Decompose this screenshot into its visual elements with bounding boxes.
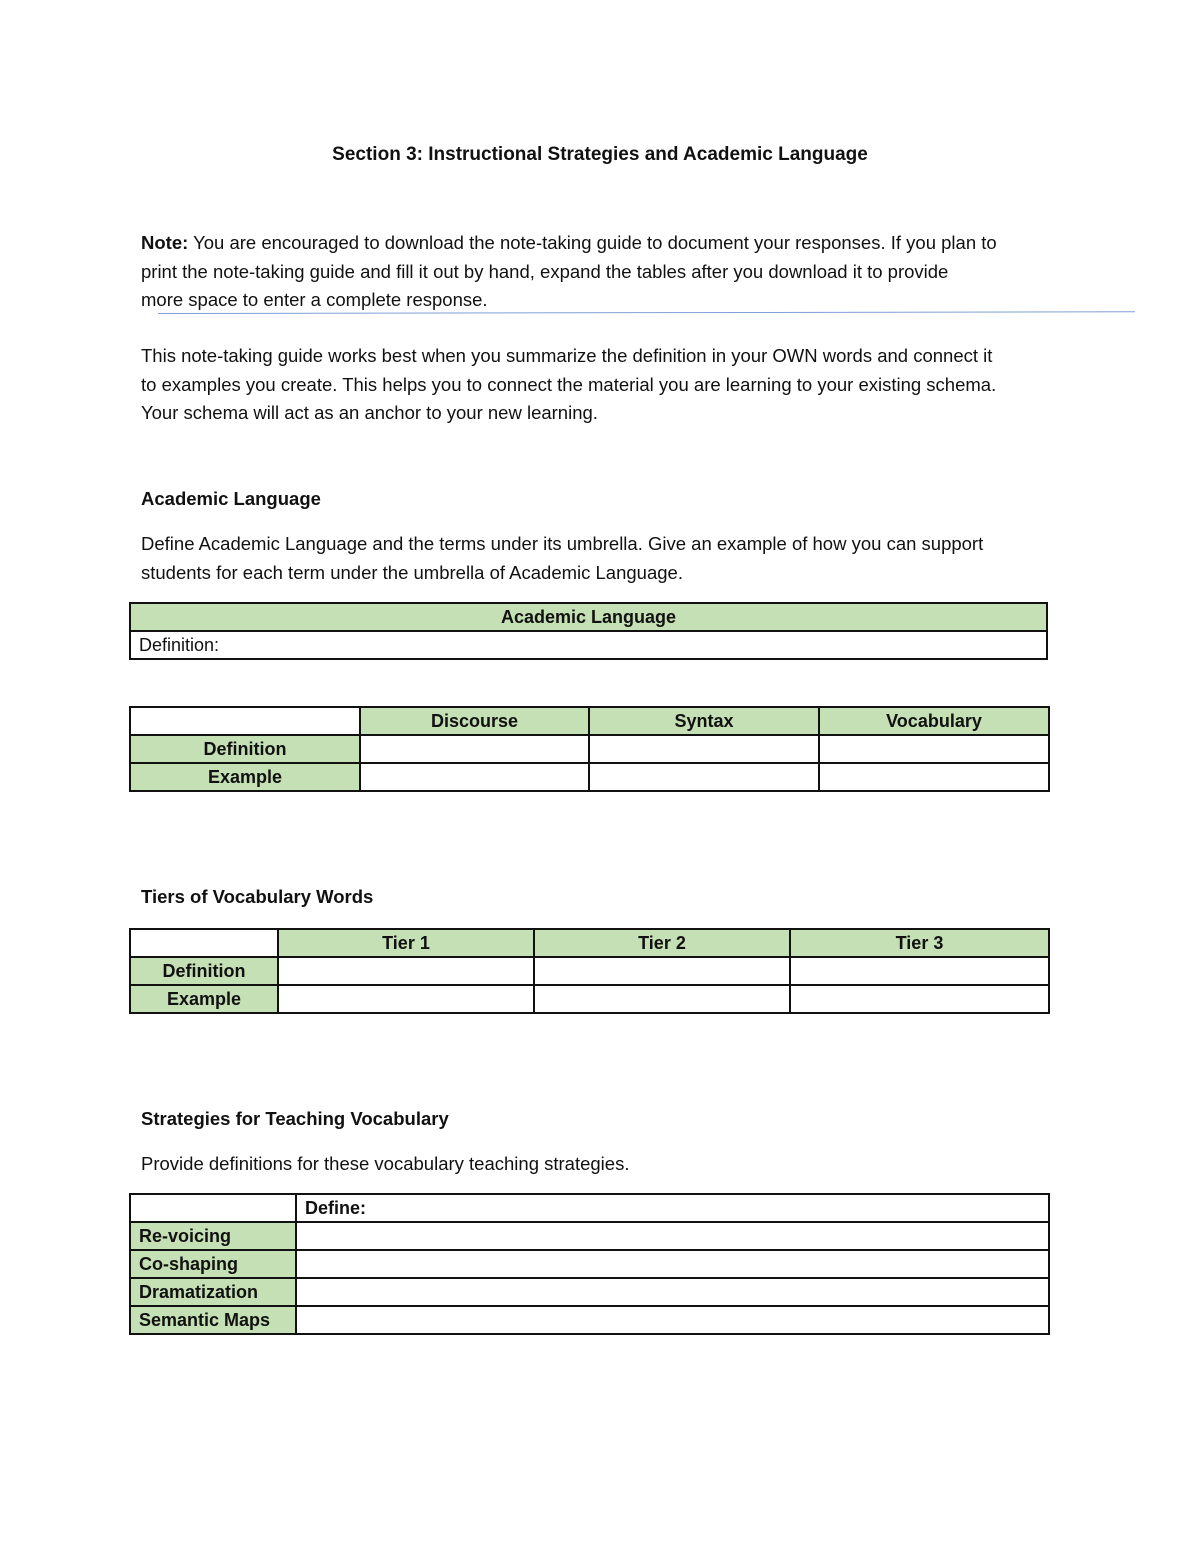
row-header-semantic-maps: Semantic Maps <box>130 1306 296 1334</box>
tiers-corner-cell <box>130 929 278 957</box>
note-line-3: more space to enter a complete response. <box>141 289 488 310</box>
vocabulary-definition-cell[interactable] <box>819 735 1049 763</box>
definition-label: Definition: <box>139 635 220 655</box>
column-header-define: Define: <box>296 1194 1049 1222</box>
tier-1-definition-cell[interactable] <box>278 957 534 985</box>
academic-language-instructions <box>141 530 1081 587</box>
tier-3-definition-cell[interactable] <box>790 957 1049 985</box>
strategies-heading: Strategies for Teaching Vocabulary <box>141 1108 449 1129</box>
strategies-corner-cell <box>130 1194 296 1222</box>
intro-paragraph <box>141 342 1081 428</box>
semantic-maps-define-cell[interactable] <box>296 1306 1049 1334</box>
tier-3-example-cell[interactable] <box>790 985 1049 1013</box>
row-header-co-shaping: Co-shaping <box>130 1250 296 1278</box>
academic-language-instr-line-1: Define Academic Language and the terms under its umbrella. Give an example of how you can support <box>141 533 984 554</box>
tier-2-example-cell[interactable] <box>534 985 790 1013</box>
column-header-vocabulary: Vocabulary <box>819 707 1049 735</box>
corner-cell <box>130 707 360 735</box>
note-line-1 <box>141 229 1081 258</box>
column-header-tier-1: Tier 1 <box>278 929 534 957</box>
note-text: You are encouraged to download the note-taking guide to document your responses. If you plan to <box>188 232 997 253</box>
tiers-row-header-definition: Definition <box>130 957 278 985</box>
re-voicing-define-cell[interactable] <box>296 1222 1049 1250</box>
column-header-tier-3: Tier 3 <box>790 929 1049 957</box>
tiers-heading: Tiers of Vocabulary Words <box>141 886 374 907</box>
co-shaping-define-cell[interactable] <box>296 1250 1049 1278</box>
intro-line-1: This note-taking guide works best when you summarize the definition in your OWN words and connect it <box>141 345 993 366</box>
academic-language-terms-table <box>129 706 1050 792</box>
syntax-definition-cell[interactable] <box>589 735 819 763</box>
discourse-definition-cell[interactable] <box>360 735 589 763</box>
tier-2-definition-cell[interactable] <box>534 957 790 985</box>
vocabulary-example-cell[interactable] <box>819 763 1049 791</box>
intro-line-2: to examples you create. This helps you to connect the material you are learning to your existing schema. <box>141 373 997 395</box>
academic-language-heading: Academic Language <box>141 488 321 509</box>
column-header-tier-2: Tier 2 <box>534 929 790 957</box>
row-header-definition: Definition <box>130 735 360 763</box>
row-header-re-voicing: Re-voicing <box>130 1222 296 1250</box>
dramatization-define-cell[interactable] <box>296 1278 1049 1306</box>
academic-language-table-header: Academic Language <box>130 603 1047 631</box>
tiers-row-header-example: Example <box>130 985 278 1013</box>
tiers-table <box>129 928 1050 1014</box>
tier-1-example-cell[interactable] <box>278 985 534 1013</box>
intro-line-3: Your schema will act as an anchor to your new learning. <box>141 402 598 423</box>
academic-language-definition-table <box>129 602 1048 660</box>
row-header-example: Example <box>130 763 360 791</box>
column-header-discourse: Discourse <box>360 707 589 735</box>
note-line-2: print the note-taking guide and fill it out by hand, expand the tables after you download it to provide <box>141 260 949 282</box>
discourse-example-cell[interactable] <box>360 763 589 791</box>
note-label: Note: <box>141 232 189 253</box>
definition-input-cell[interactable] <box>130 631 1047 659</box>
note-paragraph <box>141 229 1081 315</box>
academic-language-instr-line-2: students for each term under the umbrella of Academic Language. <box>141 561 683 583</box>
strategies-instructions: Provide definitions for these vocabulary teaching strategies. <box>141 1153 630 1174</box>
syntax-example-cell[interactable] <box>589 763 819 791</box>
column-header-syntax: Syntax <box>589 707 819 735</box>
row-header-dramatization: Dramatization <box>130 1278 296 1306</box>
strategies-table <box>129 1193 1050 1335</box>
page-title: Section 3: Instructional Strategies and Academic Language <box>332 144 868 165</box>
